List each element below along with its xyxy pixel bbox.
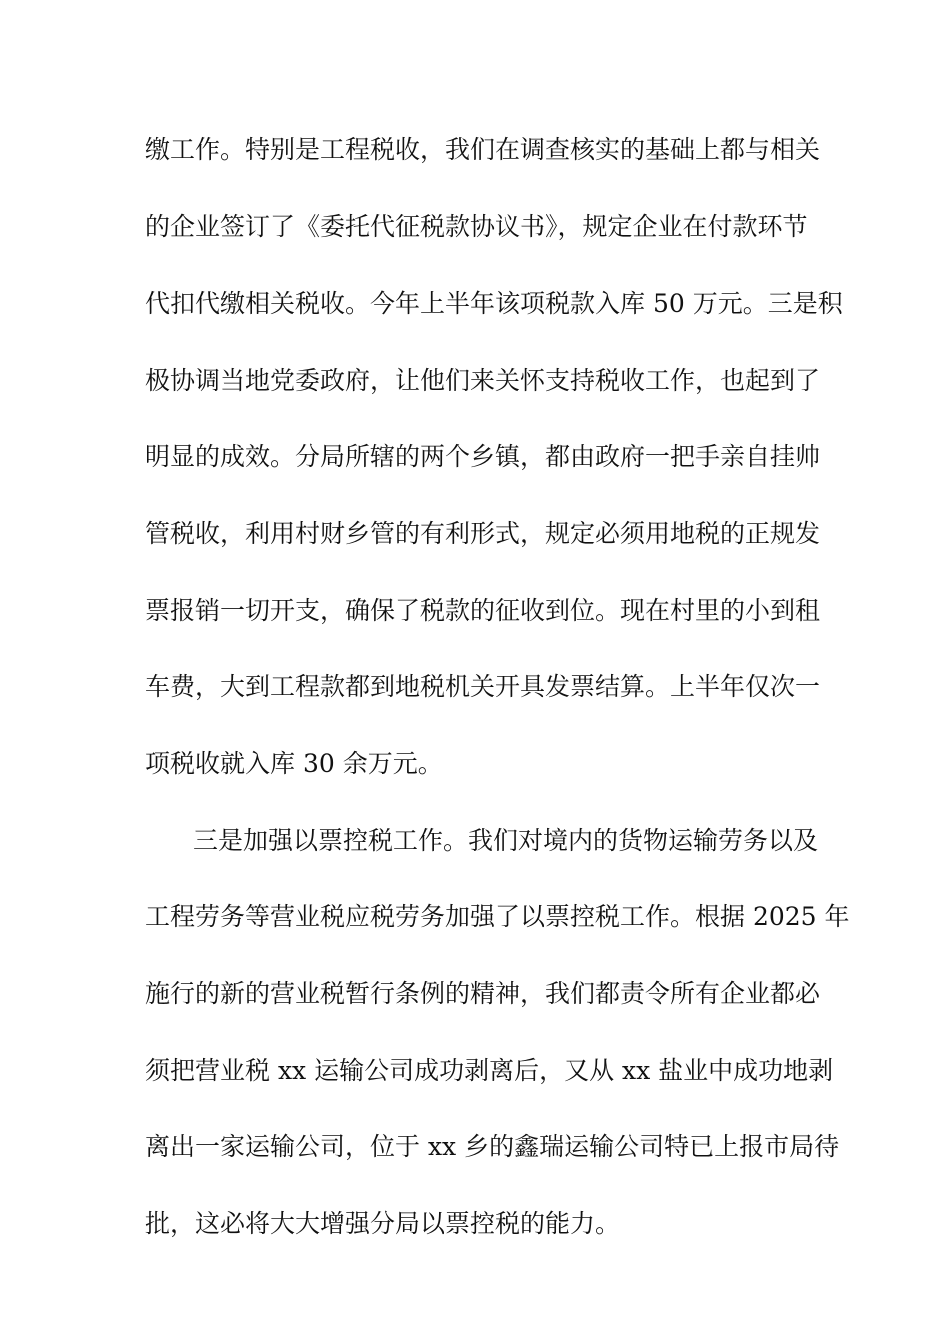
paragraph-line: 离出一家运输公司，位于 xx 乡的鑫瑞运输公司特已上报市局待: [145, 1132, 840, 1161]
paragraph-line: 票报销一切开支，确保了税款的征收到位。现在村里的小到租: [145, 596, 821, 625]
paragraph-line: 代扣代缴相关税收。今年上半年该项税款入库 50 万元。三是积: [145, 289, 843, 318]
paragraph-line: 缴工作。特别是工程税收，我们在调查核实的基础上都与相关: [145, 135, 821, 164]
paragraph-line: 管税收，利用村财乡管的有利形式，规定必须用地税的正规发: [145, 519, 821, 548]
paragraph-line: 工程劳务等营业税应税劳务加强了以票控税工作。根据 2025 年: [145, 902, 850, 931]
paragraph-line: 项税收就入库 30 余万元。: [145, 749, 443, 778]
paragraph-line: 明显的成效。分局所辖的两个乡镇，都由政府一把手亲自挂帅: [145, 442, 821, 471]
paragraph-line: 极协调当地党委政府，让他们来关怀支持税收工作，也起到了: [145, 366, 821, 395]
paragraph-line: 三是加强以票控税工作。我们对境内的货物运输劳务以及: [193, 826, 819, 855]
paragraph-line: 批，这必将大大增强分局以票控税的能力。: [145, 1209, 621, 1238]
paragraph-line: 车费，大到工程款都到地税机关开具发票结算。上半年仅次一: [145, 672, 821, 701]
paragraph-line: 须把营业税 xx 运输公司成功剥离后，又从 xx 盐业中成功地剥: [145, 1056, 834, 1085]
paragraph-line: 的企业签订了《委托代征税款协议书》，规定企业在付款环节: [145, 212, 808, 241]
paragraph-line: 施行的新的营业税暂行条例的精神，我们都责令所有企业都必: [145, 979, 821, 1008]
